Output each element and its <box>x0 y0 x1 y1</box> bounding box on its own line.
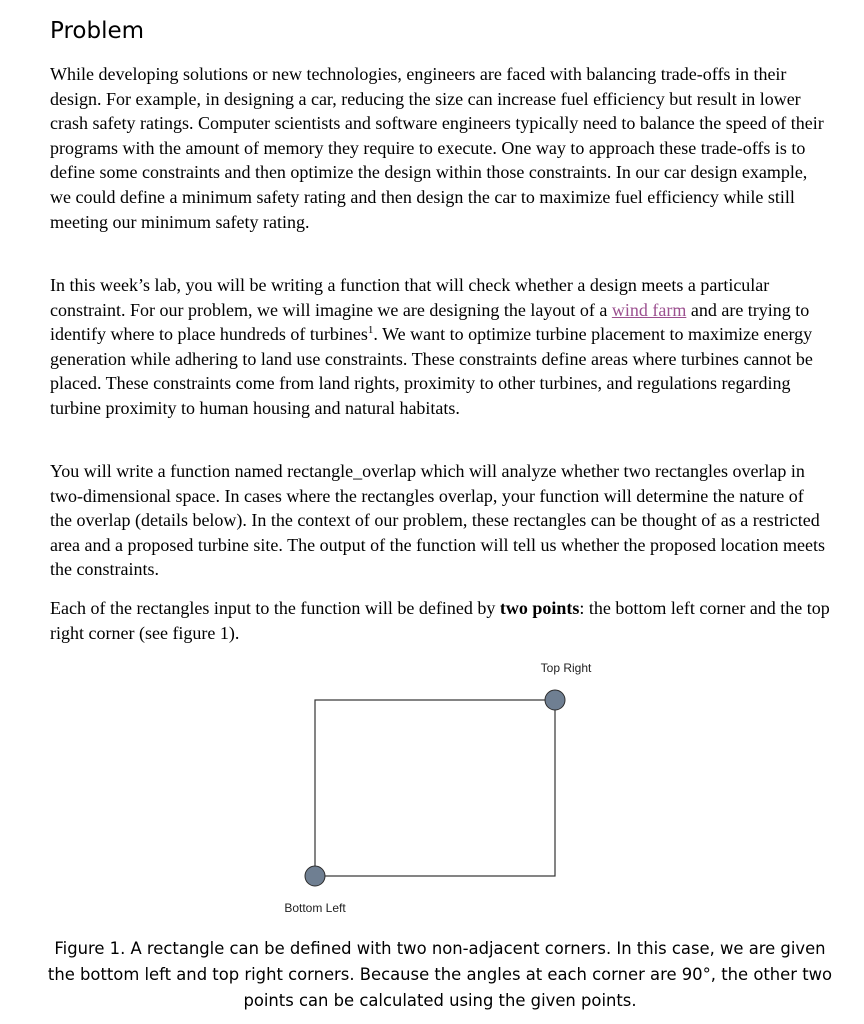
paragraph-lab-text-mid: and are trying to identify where to place hundreds of turbines <box>50 299 810 345</box>
bottom-left-label: Bottom Left <box>284 901 346 915</box>
paragraph-lab-text-end: . We want to optimize turbine placement to maximize energy generation while adhering to land use constraints. These constraints define areas where turbines cannot be placed. These constraints come from land rights, proximity to other turbines, and regulations regarding turbine proximity to human housing and natural habitats. <box>50 324 813 418</box>
rectangle-figure <box>0 650 864 930</box>
page-title: Problem <box>50 18 145 44</box>
paragraph-function: You will write a function named rectangle_overlap which will analyze whether two rectangles overlap in two-dimensional space. In cases where the rectangles overlap, your function will determine the nature of the overlap (details below). In the context of our problem, these rectangles can be thought of as a restricted area and a proposed turbine site. The output of the function will tell us whether the proposed location meets the constraints. <box>50 461 825 580</box>
rectangle-outline <box>315 700 555 876</box>
figure-caption: Figure 1. A rectangle can be defined with two non-adjacent corners. In this case, we are given the bottom left and top right corners. Because the angles at each corner are 90°, the other two points can be calculated using the given points. <box>47 939 833 1010</box>
bottom-left-point <box>305 866 325 886</box>
two-points-emphasis: two points <box>499 598 580 618</box>
footnote-marker: 1 <box>367 324 374 337</box>
paragraph-intro: While developing solutions or new technologies, engineers are faced with balancing trade-offs in their design. For example, in designing a car, reducing the size can increase fuel efficiency but result in lower crash safety ratings. Computer scientists and software engineers typically need to balance the speed of their programs with the amount of memory they require to execute. One way to approach these trade-offs is to define some constraints and then optimize the design within those constraints. In our car design example, we could define a minimum safety rating and then design the car to maximize fuel efficiency while still meeting our minimum safety rating. <box>50 64 824 232</box>
top-right-label: Top Right <box>540 661 592 675</box>
paragraph-points-text-end: : the bottom left corner and the top right corner (see figure 1). <box>50 598 830 643</box>
paragraph-lab <box>50 273 830 421</box>
wind-farm-link[interactable]: wind farm <box>611 299 687 320</box>
paragraph-lab-text: In this week’s lab, you will be writing a function that will check whether a design meets a particular constraint. For our problem, we will imagine we are designing the layout of a <box>50 275 770 320</box>
top-right-point <box>545 690 565 710</box>
paragraph-points-text: Each of the rectangles input to the function will be defined by <box>50 598 496 618</box>
paragraph-points <box>50 596 830 645</box>
